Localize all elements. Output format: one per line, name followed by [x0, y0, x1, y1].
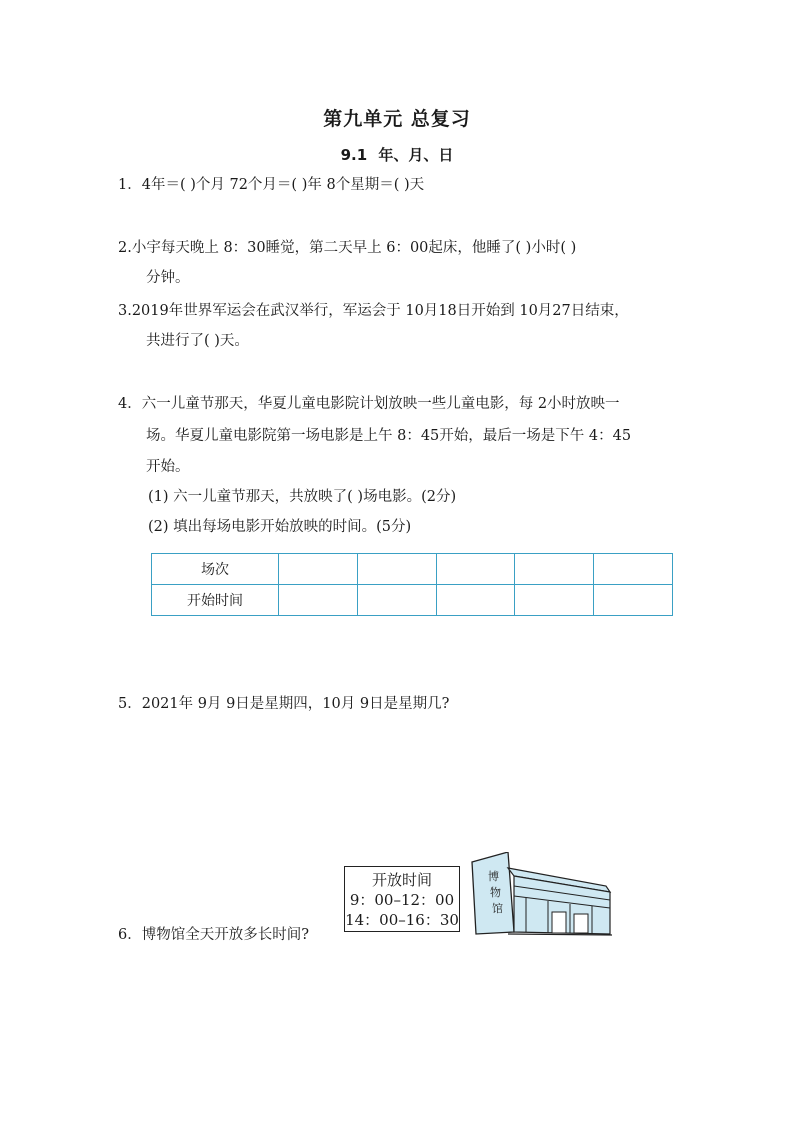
question-1: 1．4年＝( )个月 72个月＝( )年 8个星期＝( )天 [118, 177, 425, 193]
museum-sign-char-1: 博 [488, 870, 499, 883]
screening-table [151, 553, 673, 616]
museum-door [574, 914, 588, 933]
answer-cell[interactable] [279, 585, 358, 616]
answer-cell[interactable] [357, 585, 436, 616]
answer-cell[interactable] [594, 585, 673, 616]
section-subtitle: 9.1 年、月、日 [340, 146, 454, 164]
question-3-line-2: 共进行了( )天。 [146, 333, 249, 349]
answer-cell[interactable] [357, 554, 436, 585]
question-4-line-1: 4．六一儿童节那天，华夏儿童电影院计划放映一些儿童电影，每 2小时放映一 [118, 396, 620, 412]
museum-door [552, 912, 566, 933]
question-4-sub-2: (2) 填出每场电影开始放映的时间。(5分) [148, 519, 412, 535]
table-row-label-start-time: 开始时间 [152, 585, 279, 616]
answer-cell[interactable] [436, 585, 515, 616]
museum-sign-char-2: 物 [490, 886, 501, 899]
page-title: 第九单元 总复习 [323, 108, 471, 130]
answer-cell[interactable] [594, 554, 673, 585]
question-4-sub-1: (1) 六一儿童节那天，共放映了( )场电影。(2分) [148, 489, 457, 505]
question-4-line-2: 场。华夏儿童电影院第一场电影是上午 8：45开始，最后一场是下午 4：45 [146, 428, 632, 444]
table-row [152, 554, 673, 585]
question-5: 5．2021年 9月 9日是星期四，10月 9日是星期几? [118, 696, 450, 712]
answer-cell[interactable] [279, 554, 358, 585]
opening-hours-sign [344, 866, 460, 932]
answer-cell[interactable] [515, 585, 594, 616]
answer-cell[interactable] [436, 554, 515, 585]
question-6: 6．博物馆全天开放多长时间? [118, 927, 309, 943]
opening-hours-title: 开放时间 [371, 871, 432, 889]
table-row [152, 585, 673, 616]
opening-hours-afternoon: 14：00–16：30 [345, 911, 459, 929]
question-2-line-2: 分钟。 [146, 270, 190, 286]
museum-building-illustration [468, 852, 614, 938]
answer-cell[interactable] [515, 554, 594, 585]
opening-hours-morning: 9：00–12：00 [349, 891, 455, 909]
question-4-line-3: 开始。 [146, 459, 190, 475]
museum-sign-char-3: 馆 [492, 902, 503, 915]
question-2-line-1: 2.小宇每天晚上 8：30睡觉，第二天早上 6：00起床，他睡了( )小时( ) [118, 240, 577, 256]
table-row-label-session: 场次 [152, 554, 279, 585]
question-3-line-1: 3.2019年世界军运会在武汉举行，军运会于 10月18日开始到 10月27日结束， [118, 303, 629, 319]
